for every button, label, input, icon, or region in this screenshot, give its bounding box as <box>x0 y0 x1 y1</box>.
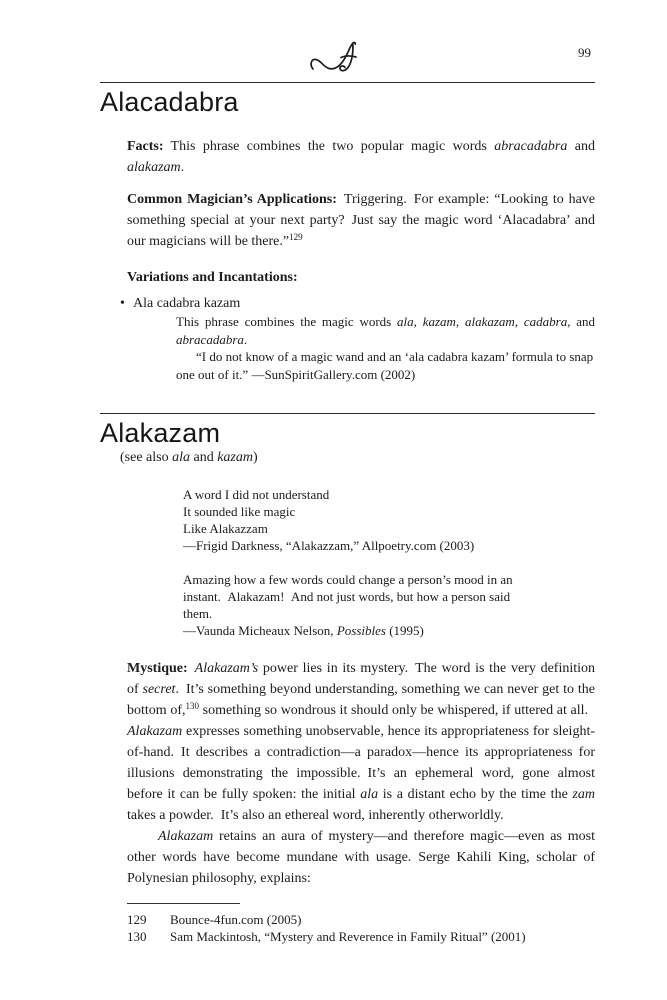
footnotes <box>127 903 595 945</box>
header-rule <box>100 82 595 83</box>
section-rule <box>100 413 595 414</box>
mystique-paragraph: Mystique: Alakazam’s power lies in its mystery. The word is the very definition of secret. It’s something beyond understanding, something we can never get to the bottom of,$^{130}$ something so wondrous it should only be whispered, if uttered at all. Alakazam expresses something unobservable, hence its appropriateness for sleight-of-hand. It describes a contradiction—a paradox—hence its appropriateness for illusions demonstrating the impossible. It’s an ephemeral word, gone almost before it can be fully spoken: the initial ala is a distant echo by the time the zam takes a powder. It’s also an ethereal word, inherently otherworldly. <box>127 661 596 823</box>
footnote-number: 130 <box>127 929 147 944</box>
variation-quote: “I do not know of a magic wand and an ‘ala cadabra kazam’ formula to snap one out of it.” —SunSpiritGallery.com (2002) <box>176 349 594 382</box>
text-block <box>100 82 595 889</box>
footnote-129 <box>127 911 595 928</box>
facts-paragraph: Facts: This phrase combines the two popular magic words abracadabra and alakazam. <box>127 139 595 175</box>
calligraphic-a-icon <box>308 38 360 83</box>
variation-description: This phrase combines the magic words ala, kazam, alakazam, cadabra, and abracadabra. <box>176 314 596 347</box>
variations-heading: Variations and Incantations: <box>127 270 298 285</box>
footnote-text: Bounce-4fun.com (2005) <box>170 912 302 927</box>
mystique-paragraph-2: Alakazam retains an aura of mystery—and therefore magic—even as most other words have become mundane with usage. Serge Kahili King, scholar of Polynesian philosophy, explains: <box>127 829 595 886</box>
footnote-130 <box>127 928 595 945</box>
variation-list-item <box>120 295 595 312</box>
footnote-text: Sam Mackintosh, “Mystery and Reverence in Family Ritual” (2001) <box>170 929 526 944</box>
block-quote: Amazing how a few words could change a person’s mood in an instant. Alakazam! And not just words, but how a person said them. <box>183 572 513 621</box>
bullet-icon: • <box>120 296 125 311</box>
block-quote-attribution: —Vaunda Micheaux Nelson, Possibles (1995) <box>183 623 424 638</box>
see-also-note: (see also ala and kazam) <box>120 450 258 465</box>
page-number: 99 <box>578 45 591 60</box>
header-ornament <box>0 38 667 83</box>
variation-label: Ala cadabra kazam <box>133 296 241 311</box>
footnote-number: 129 <box>127 912 147 927</box>
entry-title-alakazam: Alakazam <box>100 418 221 448</box>
entry-title-alacadabra: Alacadabra <box>100 87 239 117</box>
poem-quote: A word I did not understand It sounded like magic Like Alakazzam —Frigid Darkness, “Alakazzam,” Allpoetry.com (2003) <box>183 487 475 553</box>
applications-paragraph: Common Magician’s Applications: Triggering. For example: “Looking to have something special at your next party? Just say the magic word ‘Alacadabra’ and our magicians will be there.”$^{129}$ <box>127 192 596 249</box>
footnote-rule <box>127 903 240 904</box>
